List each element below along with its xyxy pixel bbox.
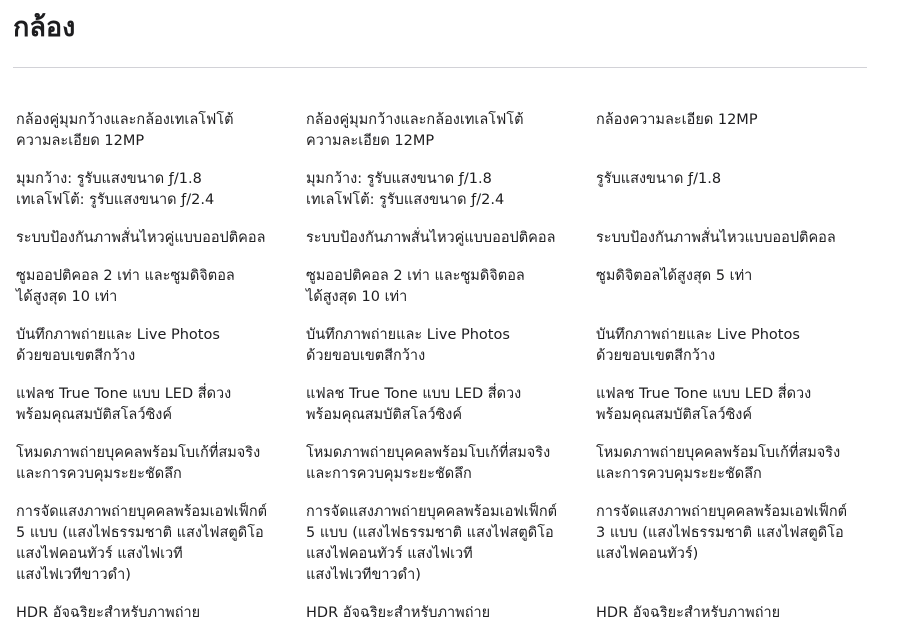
- page-title: กล้อง: [13, 12, 76, 43]
- spec-cell-model-3: ซูมดิจิตอลได้สูงสุด 5 เท่า: [596, 268, 753, 284]
- spec-cell-model-3: แฟลช True Tone แบบ LED สี่ดวง พร้อมคุณสมบัติสโลว์ซิงค์: [596, 386, 812, 423]
- spec-cell-model-2: โหมดภาพถ่ายบุคคลพร้อมโบเก้ที่สมจริง และการควบคุมระยะชัดลึก: [306, 445, 551, 482]
- spec-cell-model-2: HDR อัจฉริยะสำหรับภาพถ่าย: [306, 605, 491, 621]
- spec-cell-model-1: การจัดแสงภาพถ่ายบุคคลพร้อมเอฟเฟ็กต์ 5 แบบ (แสงไฟธรรมชาติ แสงไฟสตูดิโอ แสงไฟคอนทัวร์ แสงไฟเวที แสงไฟเวทีขาวดำ): [16, 504, 268, 583]
- section-divider: [13, 67, 867, 68]
- spec-cell-model-2: ระบบป้องกันภาพสั่นไหวคู่แบบออปติคอล: [306, 230, 556, 246]
- spec-cell-model-1: แฟลช True Tone แบบ LED สี่ดวง พร้อมคุณสมบัติสโลว์ซิงค์: [16, 386, 232, 423]
- spec-cell-model-3: กล้องความละเอียด 12MP: [596, 112, 758, 128]
- spec-row-live-photos: [16, 325, 886, 367]
- spec-cell-model-1: ระบบป้องกันภาพสั่นไหวคู่แบบออปติคอล: [16, 230, 266, 246]
- spec-row-portrait-lighting: [16, 502, 886, 586]
- spec-row-camera-system: [16, 110, 886, 152]
- spec-cell-model-1: โหมดภาพถ่ายบุคคลพร้อมโบเก้ที่สมจริง และการควบคุมระยะชัดลึก: [16, 445, 261, 482]
- spec-cell-model-3: การจัดแสงภาพถ่ายบุคคลพร้อมเอฟเฟ็กต์ 3 แบบ (แสงไฟธรรมชาติ แสงไฟสตูดิโอ แสงไฟคอนทัวร์): [596, 504, 848, 562]
- spec-cell-model-1: มุมกว้าง: รูรับแสงขนาด ƒ/1.8 เทเลโฟโต้: รูรับแสงขนาด ƒ/2.4: [16, 171, 215, 208]
- spec-cell-model-2: กล้องคู่มุมกว้างและกล้องเทเลโฟโต้ ความละเอียด 12MP: [306, 112, 524, 149]
- spec-cell-model-1: HDR อัจฉริยะสำหรับภาพถ่าย: [16, 605, 201, 621]
- spec-row-hdr: [16, 603, 886, 624]
- spec-row-stabilization: [16, 228, 886, 249]
- spec-row-aperture: [16, 169, 886, 211]
- spec-cell-model-3: HDR อัจฉริยะสำหรับภาพถ่าย: [596, 605, 781, 621]
- spec-cell-model-3: โหมดภาพถ่ายบุคคลพร้อมโบเก้ที่สมจริง และการควบคุมระยะชัดลึก: [596, 445, 841, 482]
- spec-cell-model-2: แฟลช True Tone แบบ LED สี่ดวง พร้อมคุณสมบัติสโลว์ซิงค์: [306, 386, 522, 423]
- spec-cell-model-1: ซูมออปติคอล 2 เท่า และซูมดิจิตอล ได้สูงสุด 10 เท่า: [16, 268, 235, 305]
- spec-cell-model-3: บันทึกภาพถ่ายและ Live Photos ด้วยขอบเขตสีกว้าง: [596, 327, 800, 364]
- spec-cell-model-2: ซูมออปติคอล 2 เท่า และซูมดิจิตอล ได้สูงสุด 10 เท่า: [306, 268, 525, 305]
- spec-row-portrait-mode: [16, 443, 886, 485]
- spec-row-zoom: [16, 266, 886, 308]
- spec-cell-model-1: กล้องคู่มุมกว้างและกล้องเทเลโฟโต้ ความละเอียด 12MP: [16, 112, 234, 149]
- spec-cell-model-2: การจัดแสงภาพถ่ายบุคคลพร้อมเอฟเฟ็กต์ 5 แบบ (แสงไฟธรรมชาติ แสงไฟสตูดิโอ แสงไฟคอนทัวร์ แสงไฟเวที แสงไฟเวทีขาวดำ): [306, 504, 558, 583]
- spec-cell-model-2: มุมกว้าง: รูรับแสงขนาด ƒ/1.8 เทเลโฟโต้: รูรับแสงขนาด ƒ/2.4: [306, 171, 505, 208]
- spec-cell-model-3: รูรับแสงขนาด ƒ/1.8: [596, 171, 722, 187]
- camera-spec-comparison: [16, 110, 886, 641]
- spec-cell-model-2: บันทึกภาพถ่ายและ Live Photos ด้วยขอบเขตสีกว้าง: [306, 327, 510, 364]
- spec-cell-model-1: บันทึกภาพถ่ายและ Live Photos ด้วยขอบเขตสีกว้าง: [16, 327, 220, 364]
- spec-row-flash: [16, 384, 886, 426]
- spec-cell-model-3: ระบบป้องกันภาพสั่นไหวแบบออปติคอล: [596, 230, 836, 246]
